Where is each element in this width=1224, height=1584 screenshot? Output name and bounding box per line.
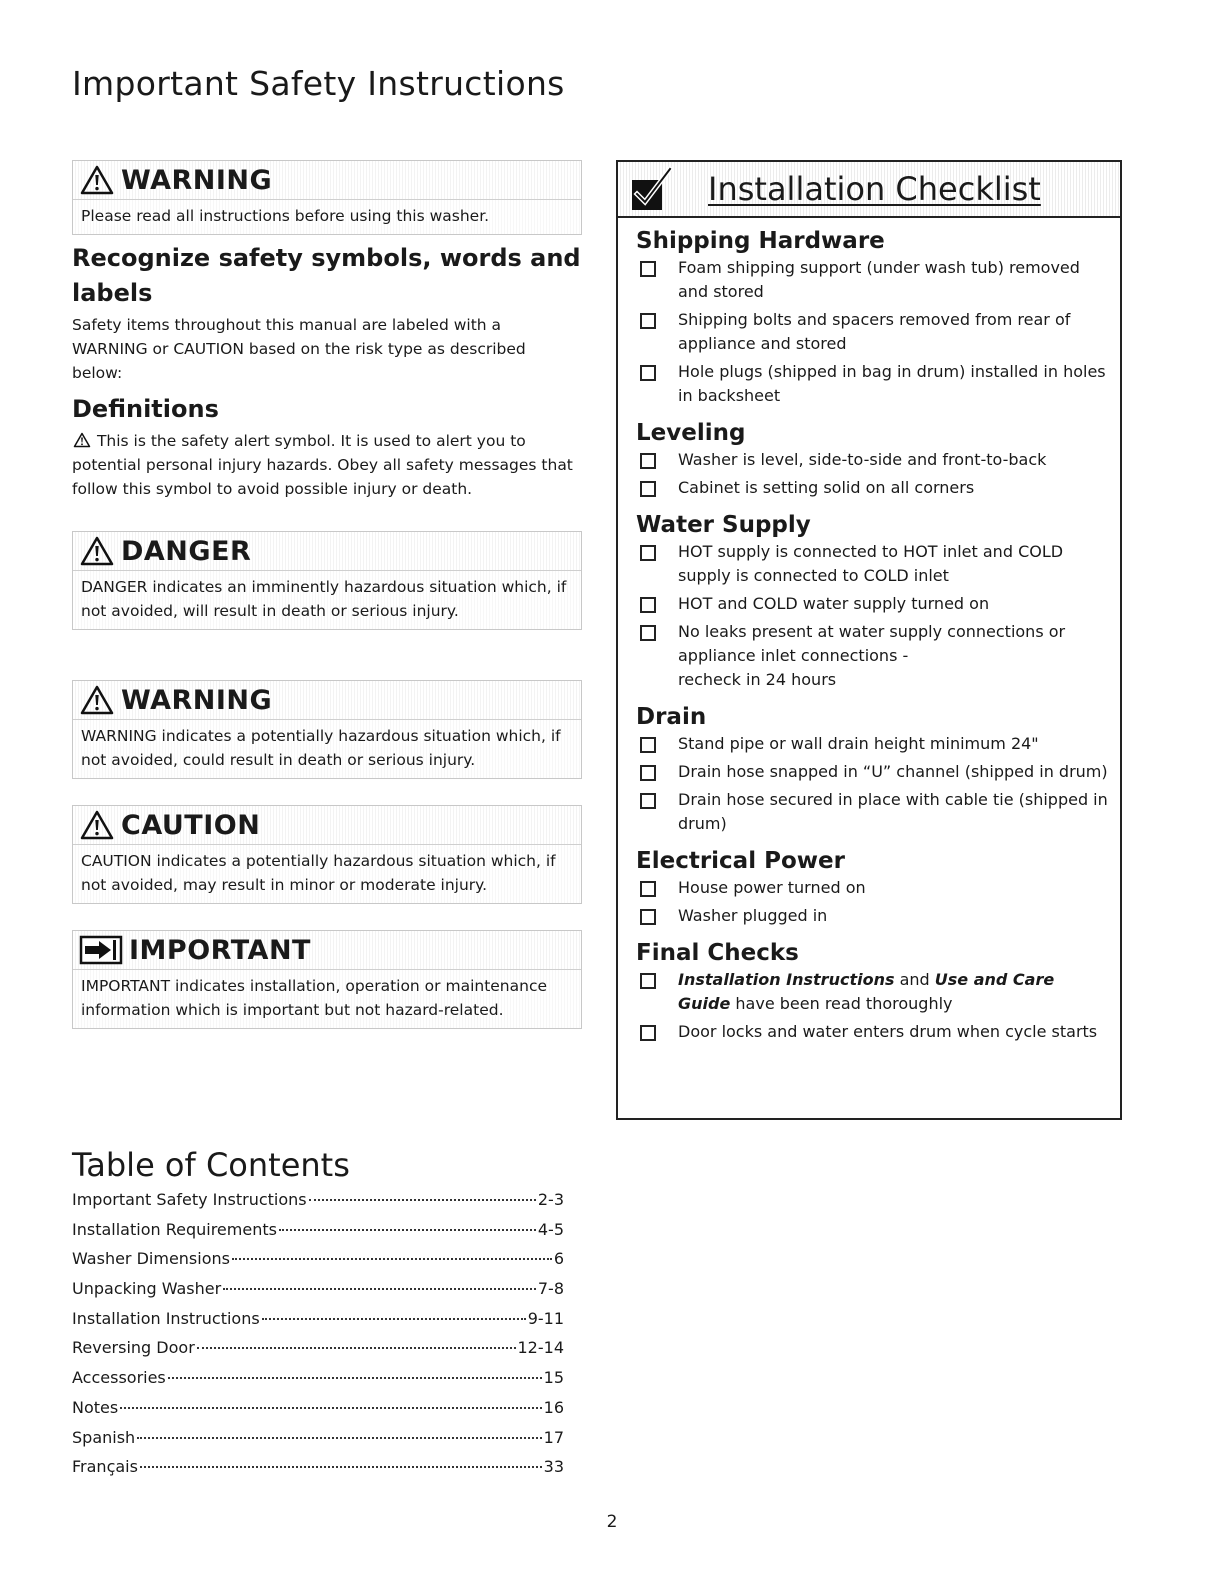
checklist-item-text: Washer is level, side-to-side and front-to-back [678, 450, 1047, 469]
checkbox-icon[interactable] [640, 737, 656, 753]
warning-intro-header [73, 161, 581, 200]
checklist-item-text: HOT supply is connected to HOT inlet and COLD supply is connected to COLD inlet [678, 542, 1064, 585]
leveling-title: Leveling [636, 420, 746, 446]
checklist-item[interactable] [636, 1020, 1110, 1044]
definitions-text: This is the safety alert symbol. It is used to alert you to potential personal injury hazards. Obey all safety messages that follow this symbol to avoid possible injury or death. [72, 432, 573, 498]
toc-label: Washer Dimensions [72, 1249, 230, 1269]
checklist-item[interactable] [636, 760, 1110, 784]
installation-checklist [616, 160, 1122, 1120]
checklist-body [618, 218, 1120, 1044]
checklist-header [618, 162, 1120, 218]
danger-header [73, 532, 581, 571]
checkbox-icon[interactable] [640, 973, 656, 989]
toc-pages: 33 [543, 1457, 564, 1477]
checklist-item[interactable] [636, 256, 1110, 304]
manual-name: Use and Care Guide [678, 970, 1055, 1013]
important-header [73, 931, 581, 970]
toc-leader [120, 1407, 541, 1409]
toc-entry[interactable] [72, 1398, 564, 1428]
toc-entry[interactable] [72, 1368, 564, 1398]
checklist-item[interactable] [636, 308, 1110, 356]
checkbox-icon[interactable] [640, 881, 656, 897]
toc-label: Français [72, 1457, 138, 1477]
page-title: Important Safety Instructions [72, 64, 565, 103]
toc-pages: 9-11 [527, 1308, 564, 1328]
safety-column [72, 160, 582, 1029]
recognize-title: Recognize safety symbols, words and labels [72, 244, 581, 307]
definitions-paragraph [72, 429, 582, 501]
electrical-power-title: Electrical Power [636, 848, 845, 874]
arrow-right-icon [79, 935, 123, 965]
safety-alert-icon [79, 809, 115, 841]
definitions-title: Definitions [72, 395, 219, 423]
safety-alert-icon [79, 164, 115, 196]
connector-text: and [894, 970, 935, 989]
checklist-item-text: Hole plugs (shipped in bag in drum) installed in holes in backsheet [678, 362, 1106, 405]
checkbox-icon[interactable] [640, 365, 656, 381]
checklist-item-text: No leaks present at water supply connections or appliance inlet connections - [678, 622, 1066, 665]
toc-entry[interactable] [72, 1279, 564, 1309]
checkbox-icon[interactable] [640, 1025, 656, 1041]
checklist-item[interactable] [636, 448, 1110, 472]
checklist-item[interactable] [636, 476, 1110, 500]
toc-entry[interactable] [72, 1338, 564, 1368]
checklist-item[interactable] [636, 620, 1110, 668]
checkbox-icon[interactable] [640, 625, 656, 641]
checklist-item-text: Door locks and water enters drum when cycle starts [678, 1022, 1098, 1041]
toc-pages: 17 [543, 1427, 564, 1447]
checklist-item-text: Foam shipping support (under wash tub) removed and stored [678, 258, 1080, 301]
danger-word: DANGER [121, 535, 252, 567]
checkbox-icon[interactable] [640, 597, 656, 613]
checklist-item-text: Drain hose secured in place with cable tie (shipped in drum) [678, 790, 1108, 833]
safety-alert-icon [79, 684, 115, 716]
toc-label: Notes [72, 1397, 119, 1417]
toc-pages: 7-8 [537, 1279, 564, 1299]
checklist-item[interactable] [636, 592, 1110, 616]
checkbox-icon[interactable] [640, 765, 656, 781]
manual-name: Installation Instructions [678, 970, 895, 989]
toc-entry[interactable] [72, 1428, 564, 1458]
warning-word: WARNING [121, 684, 273, 716]
safety-alert-icon [72, 432, 92, 448]
caution-text: CAUTION indicates a potentially hazardous situation which, if not avoided, may result in minor or moderate injury. [73, 845, 581, 903]
checklist-item[interactable] [636, 732, 1110, 756]
checklist-item-text: Shipping bolts and spacers removed from rear of appliance and stored [678, 310, 1071, 353]
page-number: 2 [606, 1512, 618, 1532]
toc-pages: 6 [553, 1249, 564, 1269]
checklist-item-continued [636, 668, 1110, 692]
checklist-item[interactable] [636, 968, 1110, 1016]
final-checks-title: Final Checks [636, 940, 799, 966]
checklist-item-text: recheck in 24 hours [678, 670, 837, 689]
toc-pages: 12-14 [517, 1338, 564, 1358]
checklist-title: Installation Checklist [708, 170, 1041, 208]
warning-intro-word: WARNING [121, 164, 273, 196]
connector-text: have been read thoroughly [730, 994, 953, 1013]
checklist-item-text [678, 968, 1110, 1016]
checkbox-icon[interactable] [640, 313, 656, 329]
checkbox-checked-icon [630, 166, 674, 212]
checklist-item-text: Cabinet is setting solid on all corners [678, 478, 975, 497]
toc-label: Reversing Door [72, 1338, 195, 1358]
checklist-item-text: HOT and COLD water supply turned on [678, 594, 990, 613]
important-box [72, 930, 582, 1029]
warning-box [72, 680, 582, 779]
danger-box [72, 531, 582, 630]
checklist-item-text: Washer plugged in [678, 906, 828, 925]
toc-label: Installation Requirements [72, 1219, 277, 1239]
checklist-item[interactable] [636, 904, 1110, 928]
toc-label: Installation Instructions [72, 1308, 260, 1328]
toc-entry[interactable] [72, 1309, 564, 1339]
warning-text: WARNING indicates a potentially hazardous situation which, if not avoided, could result in death or serious injury. [73, 720, 581, 778]
warning-intro-text: Please read all instructions before using this washer. [73, 200, 581, 234]
toc-leader [137, 1437, 541, 1439]
toc-entry[interactable] [72, 1190, 564, 1220]
toc-entry[interactable] [72, 1220, 564, 1250]
checkbox-icon[interactable] [640, 261, 656, 277]
checklist-item-text: House power turned on [678, 878, 866, 897]
toc-leader [309, 1199, 536, 1201]
toc-title: Table of Contents [72, 1146, 350, 1184]
toc-pages: 2-3 [537, 1190, 564, 1209]
checkbox-icon[interactable] [640, 481, 656, 497]
drain-title: Drain [636, 704, 707, 730]
toc-label: Unpacking Washer [72, 1279, 222, 1299]
checkbox-icon[interactable] [640, 453, 656, 469]
toc-pages: 15 [543, 1368, 564, 1388]
checkbox-icon[interactable] [640, 545, 656, 561]
recognize-text: Safety items throughout this manual are labeled with a WARNING or CAUTION based on the risk type as described below: [72, 316, 526, 382]
toc-leader [168, 1377, 542, 1379]
danger-text: DANGER indicates an imminently hazardous situation which, if not avoided, will result in death or serious injury. [73, 571, 581, 629]
toc-leader [140, 1466, 542, 1468]
safety-alert-icon [79, 535, 115, 567]
checkbox-icon[interactable] [640, 909, 656, 925]
checklist-item-text: Stand pipe or wall drain height minimum 24" [678, 734, 1039, 753]
warning-header [73, 681, 581, 720]
toc-label: Important Safety Instructions [72, 1190, 307, 1209]
checklist-item[interactable] [636, 540, 1110, 588]
toc-leader [279, 1229, 536, 1231]
toc-pages: 16 [543, 1397, 564, 1417]
checkbox-icon[interactable] [640, 793, 656, 809]
important-text: IMPORTANT indicates installation, operation or maintenance information which is important but not hazard-related. [73, 970, 581, 1028]
toc-label: Spanish [72, 1427, 136, 1447]
toc-label: Accessories [72, 1368, 166, 1388]
toc-pages: 4-5 [537, 1219, 564, 1239]
caution-header [73, 806, 581, 845]
important-word: IMPORTANT [129, 934, 311, 966]
checklist-item[interactable] [636, 788, 1110, 836]
shipping-hardware-title: Shipping Hardware [636, 228, 885, 254]
caution-word: CAUTION [121, 809, 261, 841]
toc-entry[interactable] [72, 1249, 564, 1279]
toc-leader [262, 1318, 526, 1320]
warning-intro-box [72, 160, 582, 235]
toc-leader [232, 1258, 552, 1260]
caution-box [72, 805, 582, 904]
toc-leader [197, 1347, 516, 1349]
checklist-item[interactable] [636, 360, 1110, 408]
water-supply-title: Water Supply [636, 512, 811, 538]
toc-leader [223, 1288, 536, 1290]
toc-entry[interactable] [72, 1457, 564, 1487]
checklist-item[interactable] [636, 876, 1110, 900]
checklist-item-text: Drain hose snapped in “U” channel (shipped in drum) [678, 762, 1108, 781]
table-of-contents [72, 1190, 564, 1487]
